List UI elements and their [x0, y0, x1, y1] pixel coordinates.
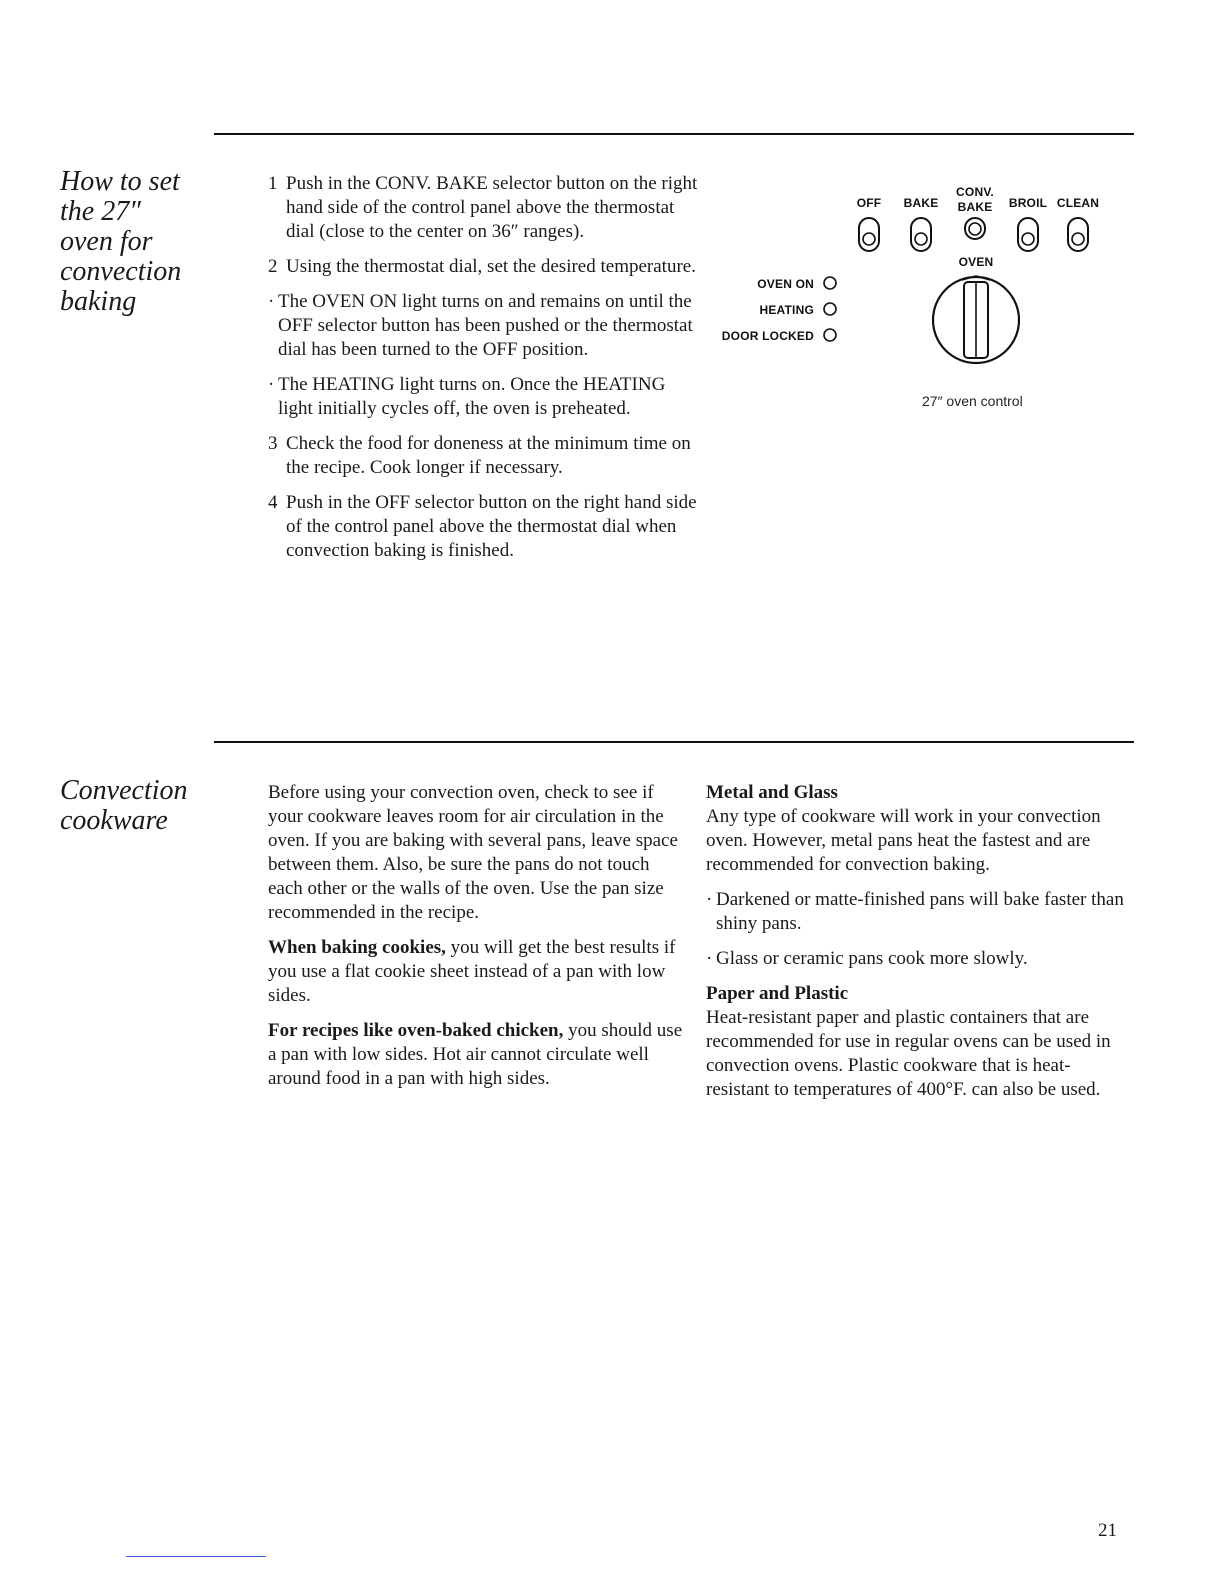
paper-plastic-paragraph: Heat-resistant paper and plastic containers that are recommended for use in regular ovens can be used in convection ovens. Plastic cookware that is heat-resistant to temperatures of 400°F. can also be used. [706, 1007, 1111, 1100]
step-number: 2 [268, 256, 278, 277]
intro-paragraph: Before using your convection oven, check to see if your cookware leaves room for air circulation in the oven. If you are baking with several pans, leave space between them. Also, be sure the pans do not touch each other or the walls of the oven. Use the pan size recommended in the recipe. [268, 782, 678, 923]
title-line: oven for [60, 226, 153, 257]
off-button-icon [859, 218, 879, 251]
paper-plastic-heading: Paper and Plastic [706, 983, 849, 1004]
title-line: Convection [60, 775, 188, 806]
title-line: baking [60, 286, 137, 317]
bake-button-icon [911, 218, 931, 251]
metal-bullet [706, 888, 1126, 936]
cookies-text: you will get the best results if you use a flat cookie sheet instead of a pan with low sides. [268, 937, 676, 1006]
step-item [268, 432, 698, 480]
page-number: 21 [1098, 1520, 1117, 1541]
bullet-text: The OVEN ON light turns on and remains on until the OFF selector button has been pushed or the thermostat dial has been turned to the OFF position. [278, 291, 693, 360]
step-text: Push in the OFF selector button on the right hand side of the control panel above the thermostat dial when convection baking is finished. [286, 492, 697, 561]
oven-control-illustration [700, 180, 1130, 420]
metal-glass-paragraph: Any type of cookware will work in your convection oven. However, metal pans heat the fastest and are recommended for convection baking. [706, 806, 1101, 875]
clean-label: CLEAN [1056, 196, 1100, 210]
control-panel-drawing [700, 180, 1130, 420]
conv-label: CONV. [956, 185, 994, 199]
chicken-paragraph [268, 1019, 688, 1091]
clean-button-icon [1068, 218, 1088, 251]
indicator-heating [700, 302, 840, 318]
indicator-oven-on [700, 276, 840, 292]
step-bullet [268, 290, 698, 362]
step-number: 4 [268, 492, 278, 513]
title-line: cookware [60, 805, 168, 836]
section-divider-top [214, 133, 1134, 135]
bullet-mark: · [268, 374, 275, 395]
conv-bake-button-icon [965, 218, 985, 239]
title-line: How to set [60, 166, 180, 197]
step-bullet [268, 373, 698, 421]
bullet-text: Glass or ceramic pans cook more slowly. [716, 948, 1028, 969]
instruction-steps [268, 172, 698, 574]
thermostat-dial-icon [933, 276, 1019, 363]
oven-dial-label: OVEN [958, 255, 994, 269]
bullet-mark: · [706, 948, 713, 969]
indicator-label: DOOR LOCKED [721, 329, 814, 343]
bullet-text: Darkened or matte-finished pans will bake faster than shiny pans. [716, 889, 1124, 934]
title-line: the 27″ [60, 196, 141, 227]
figure-caption: 27″ oven control [922, 393, 1023, 409]
bullet-mark: · [706, 889, 713, 910]
step-item [268, 255, 698, 279]
indicator-door-locked [700, 328, 840, 344]
title-line: convection [60, 256, 182, 287]
cookies-lead: When baking cookies, [268, 937, 446, 958]
step-text: Check the food for doneness at the minimum time on the recipe. Cook longer if necessary. [286, 433, 691, 478]
chicken-text: you should use a pan with low sides. Hot air cannot circulate well around food in a pan with high sides. [268, 1020, 683, 1089]
broil-button-icon [1018, 218, 1038, 251]
footer-line [126, 1556, 266, 1557]
chicken-lead: For recipes like oven-baked chicken, [268, 1020, 564, 1041]
bake-label: BAKE [903, 196, 939, 210]
section-title-convection-cookware [60, 776, 210, 836]
section-title-convection-baking [60, 167, 210, 317]
broil-label: BROIL [1008, 196, 1048, 210]
bullet-mark: · [268, 291, 275, 312]
step-text: Using the thermostat dial, set the desired temperature. [286, 256, 696, 277]
cookies-paragraph [268, 936, 688, 1008]
section-divider-middle [214, 741, 1134, 743]
step-item [268, 172, 698, 244]
conv-bake-label: BAKE [957, 200, 993, 214]
bullet-text: The HEATING light turns on. Once the HEATING light initially cycles off, the oven is preheated. [278, 374, 666, 419]
indicator-label: HEATING [759, 303, 814, 317]
cookware-column-right [706, 781, 1126, 1113]
step-item [268, 491, 698, 563]
step-text: Push in the CONV. BAKE selector button on the right hand side of the control panel above the thermostat dial (close to the center on 36″ ranges). [286, 173, 698, 242]
step-number: 3 [268, 433, 278, 454]
metal-bullet [706, 947, 1126, 971]
indicator-label: OVEN ON [757, 277, 814, 291]
off-label: OFF [856, 196, 882, 210]
cookware-column-left [268, 781, 688, 1102]
metal-glass-heading: Metal and Glass [706, 782, 838, 803]
step-number: 1 [268, 173, 278, 194]
